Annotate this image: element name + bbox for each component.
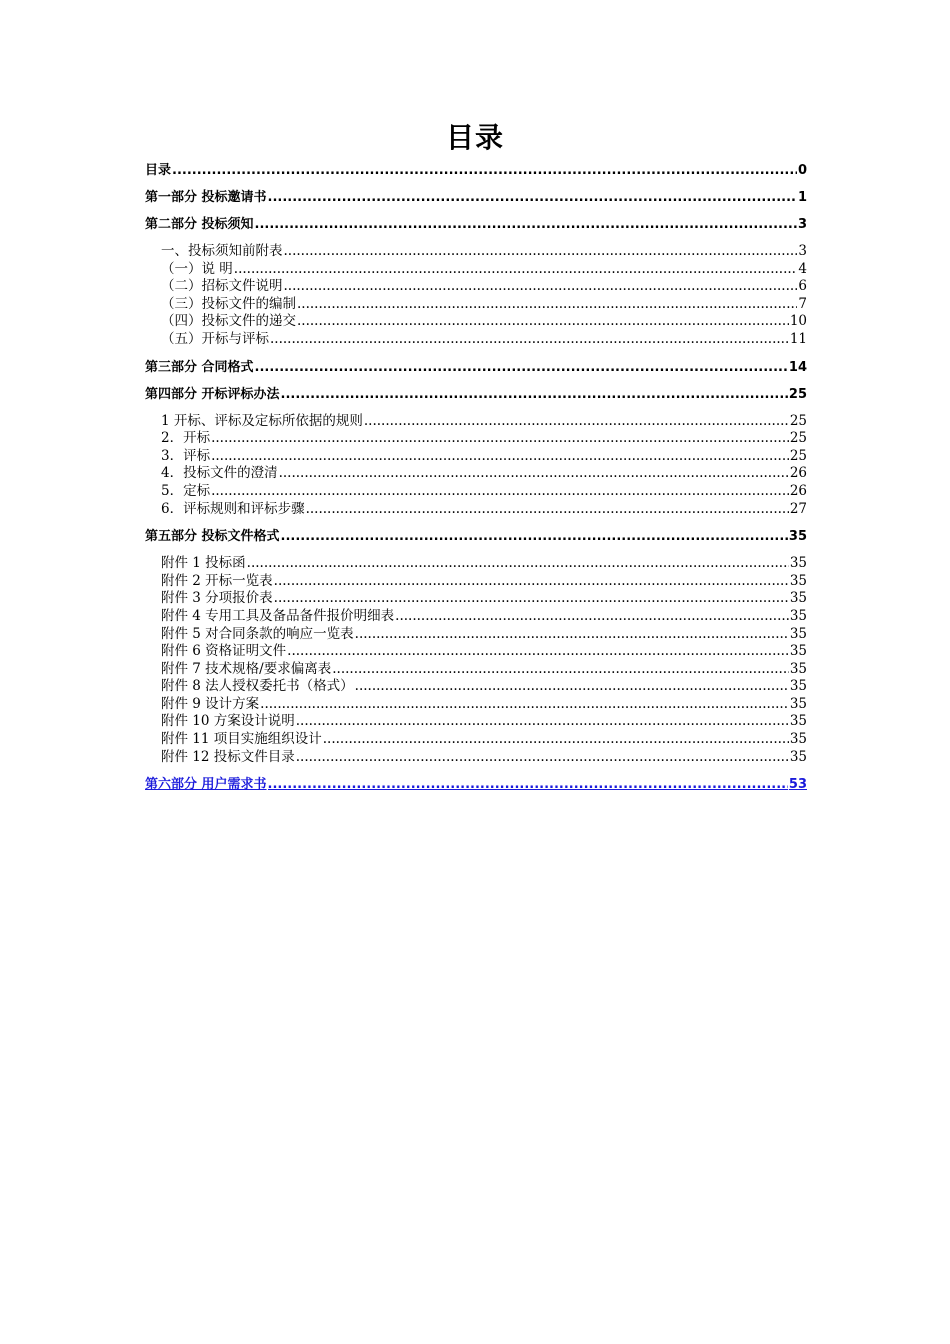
- toc-leader-dots: [268, 189, 797, 206]
- toc-entry-label: 第三部分 合同格式: [145, 359, 254, 375]
- toc-leader-dots: [284, 278, 798, 296]
- toc-subentry-page: 26: [789, 482, 807, 499]
- toc-subentry[interactable]: [145, 555, 807, 573]
- toc-entry-page: 25: [788, 386, 807, 402]
- toc-leader-dots: [395, 608, 789, 626]
- toc-subentry-page: 35: [789, 625, 807, 642]
- toc-subentry-label: 附件 9 设计方案: [161, 695, 260, 712]
- toc-leader-dots: [270, 331, 789, 349]
- toc-subentry-page: 35: [789, 695, 807, 712]
- toc-subentry-page: 35: [789, 678, 807, 695]
- toc-entry-part6-link[interactable]: [145, 776, 807, 793]
- table-of-contents: [145, 160, 807, 793]
- toc-entry-page: 3: [797, 217, 807, 232]
- toc-entry-part3[interactable]: [145, 359, 807, 376]
- toc-subentry-page: 25: [789, 447, 807, 464]
- toc-leader-dots: [279, 465, 789, 483]
- toc-subentry[interactable]: [145, 573, 807, 591]
- toc-subentry-label: （四）投标文件的递交: [161, 313, 296, 330]
- toc-leader-dots: [211, 430, 789, 448]
- toc-subentry-label: （二）招标文件说明: [161, 278, 283, 295]
- toc-subentry[interactable]: [145, 501, 807, 519]
- toc-subentry-label: 附件 4 专用工具及备品备件报价明细表: [161, 607, 395, 624]
- toc-subentry[interactable]: [145, 261, 807, 279]
- toc-leader-dots: [234, 261, 798, 279]
- toc-subentry[interactable]: [145, 278, 807, 296]
- toc-subentry-page: 25: [789, 430, 807, 447]
- toc-leader-dots: [281, 386, 788, 403]
- toc-subentry-page: 35: [789, 555, 807, 572]
- toc-subentry-label: 附件 8 法人授权委托书（格式）: [161, 678, 354, 695]
- toc-title: 目录: [445, 121, 504, 154]
- toc-subentry-page: 3: [798, 243, 807, 259]
- toc-entry-part1[interactable]: [145, 189, 807, 206]
- toc-subentry[interactable]: [145, 313, 807, 331]
- toc-subentries-part4: [145, 413, 807, 519]
- toc-entry-page: 53: [788, 777, 807, 793]
- toc-subentry[interactable]: [145, 643, 807, 661]
- toc-subentry[interactable]: [145, 713, 807, 731]
- toc-leader-dots: [281, 528, 788, 545]
- toc-entry-part4[interactable]: [145, 386, 807, 403]
- toc-subentry-label: 附件 3 分项报价表: [161, 590, 273, 607]
- toc-subentry-page: 35: [789, 572, 807, 589]
- toc-subentry-page: 35: [789, 643, 807, 660]
- toc-entry-label: 第二部分 投标须知: [145, 217, 254, 232]
- toc-subentries-part2: [145, 243, 807, 349]
- toc-subentry-label: 附件 5 对合同条款的响应一览表: [161, 625, 354, 642]
- toc-subentry[interactable]: [145, 243, 807, 261]
- toc-subentry-page: 6: [798, 278, 807, 295]
- toc-leader-dots: [274, 573, 789, 591]
- toc-subentry-label: 附件 2 开标一览表: [161, 572, 273, 589]
- toc-subentry-page: 35: [789, 713, 807, 730]
- toc-subentry-label: （三）投标文件的编制: [161, 295, 296, 312]
- toc-subentry[interactable]: [145, 626, 807, 644]
- toc-leader-dots: [355, 626, 789, 644]
- toc-leader-dots: [255, 216, 797, 233]
- toc-subentry[interactable]: [145, 749, 807, 767]
- toc-entry-part2[interactable]: [145, 216, 807, 233]
- toc-subentry-page: 35: [789, 607, 807, 624]
- toc-subentry-page: 35: [789, 731, 807, 748]
- toc-subentry-page: 35: [789, 590, 807, 607]
- toc-subentry-label: 2．开标: [161, 430, 211, 447]
- toc-leader-dots: [247, 555, 789, 573]
- toc-subentry-label: 附件 6 资格证明文件: [161, 643, 287, 660]
- toc-subentry[interactable]: [145, 465, 807, 483]
- toc-entry-page: 14: [788, 359, 807, 375]
- toc-leader-dots: [211, 483, 789, 501]
- toc-subentry-label: 附件 11 项目实施组织设计: [161, 731, 322, 748]
- toc-entry-page: 0: [797, 163, 807, 178]
- toc-entry-mulu[interactable]: [145, 162, 807, 179]
- toc-entry-label: 第六部分 用户需求书: [145, 777, 267, 793]
- toc-leader-dots: [287, 643, 789, 661]
- toc-subentry[interactable]: [145, 678, 807, 696]
- toc-leader-dots: [355, 678, 789, 696]
- toc-subentry[interactable]: [145, 696, 807, 714]
- toc-subentry-page: 25: [789, 412, 807, 429]
- toc-leader-dots: [255, 359, 788, 376]
- toc-subentry-label: （五）开标与评标: [161, 330, 269, 347]
- toc-subentry[interactable]: [145, 331, 807, 349]
- toc-subentry-label: 1 开标、评标及定标所依据的规则: [161, 412, 363, 429]
- toc-leader-dots: [274, 590, 789, 608]
- toc-subentry[interactable]: [145, 430, 807, 448]
- toc-subentry-page: 35: [789, 660, 807, 677]
- toc-subentry[interactable]: [145, 608, 807, 626]
- toc-leader-dots: [297, 313, 789, 331]
- toc-subentry[interactable]: [145, 731, 807, 749]
- toc-subentry-label: 附件 10 方案设计说明: [161, 713, 295, 730]
- toc-entry-part5[interactable]: [145, 528, 807, 545]
- toc-subentry-page: 26: [789, 465, 807, 482]
- toc-subentry-label: 5．定标: [161, 482, 211, 499]
- toc-subentry[interactable]: [145, 413, 807, 431]
- toc-leader-dots: [364, 413, 789, 431]
- toc-leader-dots: [306, 501, 789, 519]
- toc-subentries-part5: [145, 555, 807, 766]
- toc-subentry[interactable]: [145, 590, 807, 608]
- toc-subentry-page: 27: [789, 500, 807, 517]
- toc-leader-dots: [268, 776, 788, 793]
- toc-subentry-label: 6．评标规则和评标步骤: [161, 500, 305, 517]
- toc-subentry-label: 附件 7 技术规格/要求偏离表: [161, 660, 332, 677]
- toc-subentry-page: 7: [798, 295, 807, 312]
- toc-subentry[interactable]: [145, 296, 807, 314]
- toc-leader-dots: [297, 296, 797, 314]
- toc-leader-dots: [296, 749, 789, 767]
- toc-entry-page: 1: [797, 190, 807, 205]
- toc-leader-dots: [211, 448, 789, 466]
- toc-subentry-label: 3．评标: [161, 447, 211, 464]
- toc-leader-dots: [172, 162, 797, 179]
- toc-subentry-page: 10: [789, 313, 807, 330]
- toc-leader-dots: [260, 696, 789, 714]
- toc-subentry-label: 附件 12 投标文件目录: [161, 748, 295, 765]
- toc-subentry[interactable]: [145, 448, 807, 466]
- toc-leader-dots: [296, 713, 789, 731]
- toc-leader-dots: [323, 731, 789, 749]
- toc-leader-dots: [332, 661, 789, 679]
- toc-subentry-page: 35: [789, 748, 807, 765]
- toc-entry-label: 第四部分 开标评标办法: [145, 386, 280, 402]
- toc-subentry[interactable]: [145, 483, 807, 501]
- toc-entry-label: 第一部分 投标邀请书: [145, 190, 267, 205]
- toc-entry-label: 目录: [145, 163, 172, 178]
- toc-subentry[interactable]: [145, 661, 807, 679]
- toc-entry-page: 35: [788, 529, 807, 545]
- toc-subentry-label: 4．投标文件的澄清: [161, 465, 278, 482]
- toc-subentry-label: 一、投标须知前附表: [161, 243, 283, 259]
- toc-subentry-label: 附件 1 投标函: [161, 555, 246, 572]
- toc-subentry-label: （一）说 明: [161, 260, 233, 277]
- toc-subentry-page: 4: [798, 260, 807, 277]
- toc-leader-dots: [284, 243, 798, 261]
- toc-subentry-page: 11: [789, 330, 807, 347]
- toc-entry-label: 第五部分 投标文件格式: [145, 529, 280, 545]
